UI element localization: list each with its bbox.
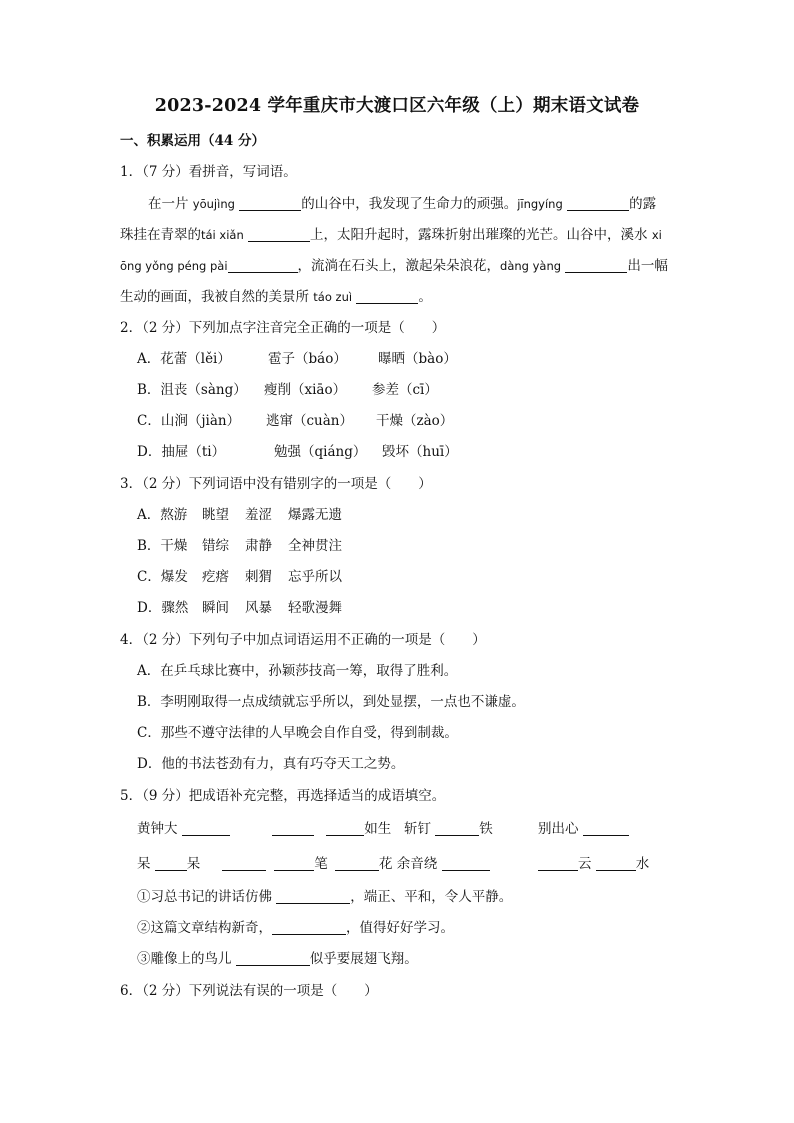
question-4-stem: 4．（2 分）下列句子中加点词语运用不正确的一项是（ ） [120, 632, 486, 648]
answer-blank[interactable] [326, 821, 364, 836]
q3-option-c-1: C．爆发 [137, 569, 188, 585]
q5-sentence-1: ①习总书记的讲话仿佛 ，端正、平和，令人平静。 [137, 889, 513, 905]
q2-option-c-1: C．山涧（jiàn） [137, 413, 241, 429]
q2-option-b-3: 参差（cī） [372, 382, 438, 398]
idiom-item: 斩钉 铁 [404, 821, 493, 837]
answer-blank[interactable] [583, 821, 629, 836]
q3-option-b-3: 肃静 [245, 538, 272, 554]
question-1-line-2: 珠挂在青翠的tái xiǎn 上，太阳升起时，露珠折射出璀璨的光芒。山谷中，溪水 xi [120, 227, 662, 243]
q3-option-c-3: 刺猬 [245, 569, 272, 585]
question-1-line-1: 在一片 yōujìng 的山谷中，我发现了生命力的顽强。jīngyíng 的露 [148, 196, 657, 212]
q3-option-a-4: 爆露无遗 [288, 507, 342, 523]
q2-option-b-2: 瘦削（xiāo） [264, 382, 347, 398]
idiom-item: 花 余音绕 [335, 855, 490, 873]
q3-option-a-3: 羞涩 [245, 507, 272, 523]
idiom-item: 笔 [222, 855, 328, 873]
q3-option-b-2: 错综 [202, 538, 229, 554]
q4-option-b: B．李明刚取得一点成绩就忘乎所以，到处显摆，一点也不谦虚。 [137, 694, 525, 710]
q2-option-b-1: B．沮丧（sàng） [137, 382, 247, 398]
q5-sentence-2: ②这篇文章结构新奇， ，值得好好学习。 [137, 920, 454, 936]
answer-blank[interactable] [236, 951, 310, 966]
q3-option-b-1: B．干燥 [137, 538, 188, 554]
idiom-item: 别出心 [538, 820, 629, 838]
q3-option-d-3: 风暴 [245, 600, 272, 616]
answer-blank[interactable] [565, 258, 627, 273]
q4-option-d: D．他的书法苍劲有力，真有巧夺天工之势。 [137, 756, 405, 772]
q4-option-c: C．那些不遵守法律的人早晚会自作自受，得到制裁。 [137, 725, 458, 741]
q3-option-d-2: 瞬间 [202, 600, 229, 616]
answer-blank[interactable] [276, 889, 350, 904]
q2-option-d-1: D．抽屉（ti） [137, 444, 226, 460]
question-1-line-3: ōng yǒng péng pài ，流淌在石头上，激起朵朵浪花，dàng yàng 出一幅 [120, 258, 668, 274]
idiom-item: 黄钟大 [137, 820, 230, 838]
answer-blank[interactable] [272, 920, 346, 935]
q2-option-a-3: 曝晒（bào） [378, 351, 457, 367]
answer-blank[interactable] [248, 227, 310, 242]
answer-blank[interactable] [228, 258, 298, 273]
q2-option-a-2: 雹子（báo） [268, 351, 347, 367]
answer-blank[interactable] [442, 856, 490, 871]
q2-option-d-3: 毁坏（huī） [382, 444, 458, 460]
q3-option-c-4: 忘乎所以 [288, 569, 342, 585]
answer-blank[interactable] [435, 821, 479, 836]
idiom-item: 如生 [272, 820, 391, 838]
question-2-stem: 2．（2 分）下列加点字注音完全正确的一项是（ ） [120, 320, 446, 336]
q2-option-a-1: A．花蕾（lěi） [137, 351, 231, 367]
answer-blank[interactable] [335, 856, 379, 871]
question-1-stem: 1．（7 分）看拼音，写词语。 [120, 164, 297, 180]
q3-option-d-1: D．骤然 [137, 600, 189, 616]
answer-blank[interactable] [596, 856, 636, 871]
section-heading: 一、积累运用（44 分） [120, 133, 265, 149]
q5-sentence-3: ③雕像上的鸟儿 似乎要展翅飞翔。 [137, 951, 418, 967]
idiom-item: 呆 呆 [137, 856, 201, 872]
answer-blank[interactable] [272, 821, 314, 836]
question-1-line-4: 生动的画面，我被自然的美景所 táo zuì 。 [120, 289, 432, 305]
idiom-item: 云 水 [538, 855, 649, 873]
answer-blank[interactable] [274, 856, 314, 871]
answer-blank[interactable] [356, 289, 418, 304]
q3-option-d-4: 轻歌漫舞 [288, 600, 342, 616]
q2-option-d-2: 勉强（qiáng） [274, 444, 367, 460]
answer-blank[interactable] [239, 196, 301, 211]
question-6-stem: 6．（2 分）下列说法有误的一项是（ ） [120, 983, 378, 999]
q4-option-a: A．在乒乓球比赛中，孙颖莎技高一筹，取得了胜利。 [137, 663, 458, 679]
answer-blank[interactable] [567, 196, 629, 211]
q3-option-a-2: 眺望 [202, 507, 229, 523]
q2-option-c-3: 干燥（zào） [376, 413, 454, 429]
q3-option-a-1: A．熬游 [137, 507, 188, 523]
answer-blank[interactable] [182, 821, 230, 836]
question-5-stem: 5．（9 分）把成语补充完整，再选择适当的成语填空。 [120, 788, 446, 804]
q3-option-c-2: 疙瘩 [202, 569, 229, 585]
page-title: 2023-2024 学年重庆市大渡口区六年级（上）期末语文试卷 [154, 96, 640, 116]
answer-blank[interactable] [222, 856, 266, 871]
q2-option-c-2: 逃窜（cuàn） [266, 413, 353, 429]
answer-blank[interactable] [155, 856, 187, 871]
q3-option-b-4: 全神贯注 [288, 538, 342, 554]
question-3-stem: 3．（2 分）下列词语中没有错别字的一项是（ ） [120, 476, 432, 492]
answer-blank[interactable] [538, 856, 578, 871]
